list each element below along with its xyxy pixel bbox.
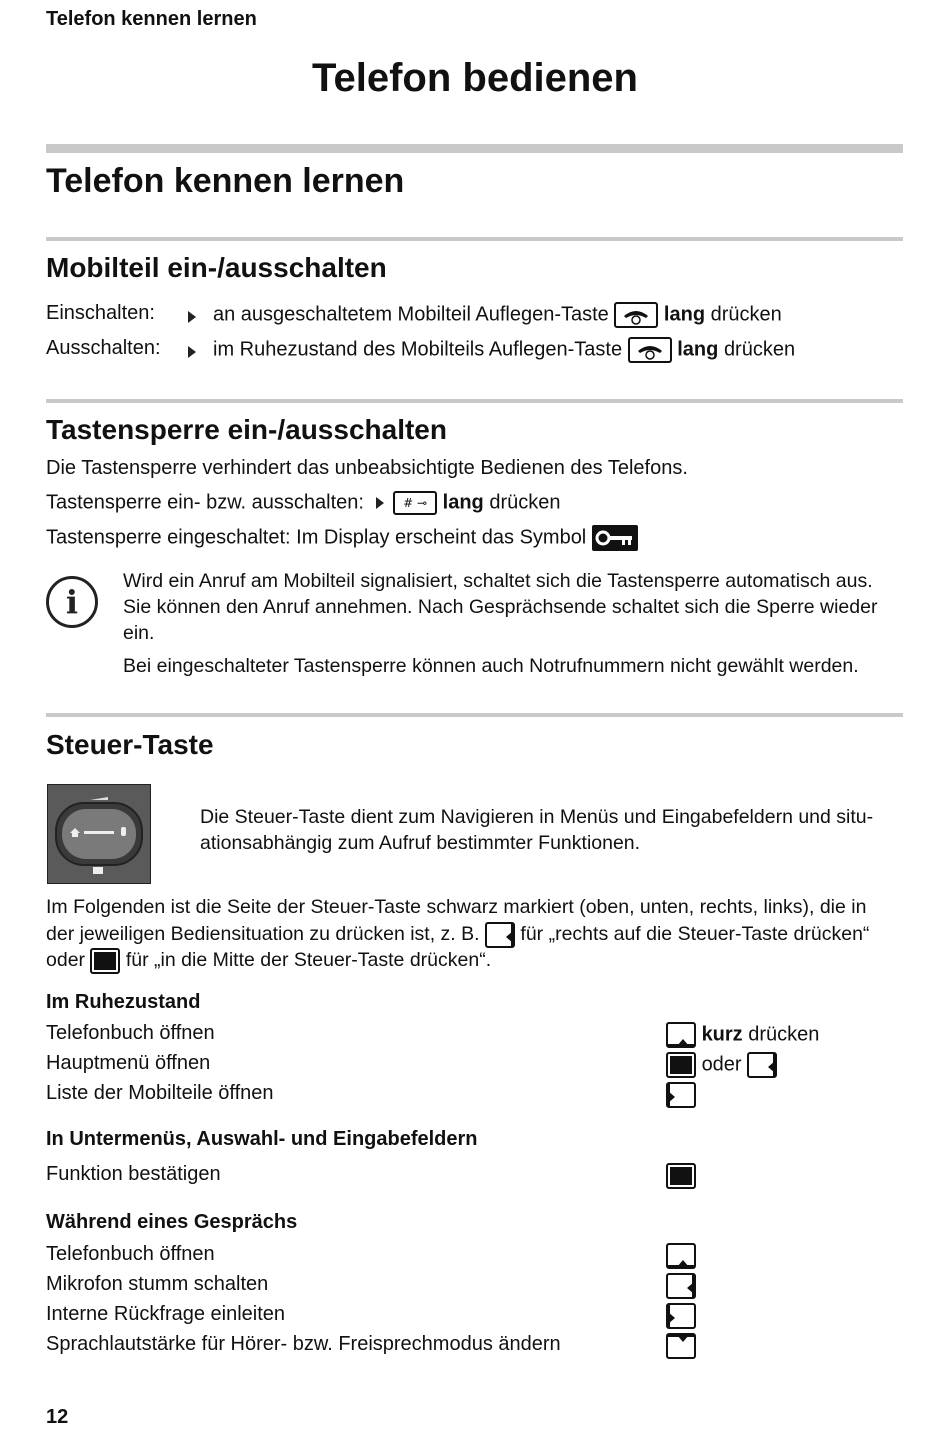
subsection-divider bbox=[46, 399, 903, 403]
idle-row-keys bbox=[666, 1082, 696, 1108]
idle-row-label: Liste der Mobilteile öffnen bbox=[46, 1082, 274, 1104]
info-line: Wird ein Anruf am Mobilteil signalisiert, schaltet sich die Tastensperre automatisch aus. bbox=[123, 570, 873, 592]
bullet-arrow-icon bbox=[376, 497, 384, 509]
key-lock-icon bbox=[592, 525, 638, 551]
call-row-label: Sprachlautstärke für Hörer- bzw. Freisprechmodus ändern bbox=[46, 1333, 561, 1355]
idle-row-keys bbox=[666, 1022, 819, 1048]
call-row-keys bbox=[666, 1303, 696, 1329]
control-desc-line: ationsabhängig zum Aufruf bestimmter Funktionen. bbox=[200, 832, 641, 854]
nav-center-icon bbox=[666, 1052, 696, 1078]
lang-text: lang bbox=[442, 491, 484, 514]
nav-up-icon bbox=[666, 1333, 696, 1359]
power-on-label: Einschalten: bbox=[46, 302, 155, 324]
nav-down-icon bbox=[666, 1243, 696, 1269]
nav-right-icon bbox=[666, 1273, 696, 1299]
end-call-key-icon bbox=[628, 337, 672, 363]
info-line: Sie können den Anruf annehmen. Nach Gesprächsende schaltet sich die Sperre wieder bbox=[123, 596, 878, 618]
page-number: 12 bbox=[46, 1406, 69, 1428]
call-title: Während eines Gesprächs bbox=[46, 1211, 298, 1233]
hash-key-icon: # ⊸ bbox=[393, 491, 437, 515]
power-on-row bbox=[213, 302, 782, 328]
call-row-label: Mikrofon stumm schalten bbox=[46, 1273, 269, 1295]
control-para-text: für „rechts auf die Steuer-Taste drücken“ bbox=[520, 923, 870, 946]
lang-text: lang bbox=[677, 338, 719, 361]
keylock-toggle-row bbox=[46, 491, 560, 515]
control-key-image bbox=[47, 784, 151, 884]
oder-text: oder bbox=[701, 1053, 742, 1076]
druecken-text: drücken bbox=[489, 491, 561, 514]
call-row-label: Interne Rückfrage einleiten bbox=[46, 1303, 286, 1325]
info-line: ein. bbox=[123, 622, 155, 644]
section-divider bbox=[46, 144, 903, 153]
nav-left-icon bbox=[666, 1303, 696, 1329]
keylock-on-row bbox=[46, 525, 638, 551]
control-para-text: für „in die Mitte der Steuer-Taste drücken“. bbox=[125, 949, 492, 972]
nav-center-icon bbox=[90, 948, 120, 974]
subsection-divider bbox=[46, 713, 903, 717]
druecken-text: drücken bbox=[723, 338, 796, 361]
keylock-toggle-text: Tastensperre ein- bzw. ausschalten: bbox=[46, 491, 364, 514]
lang-text: lang bbox=[663, 303, 706, 326]
idle-row-label: Hauptmenü öffnen bbox=[46, 1052, 211, 1074]
nav-left-icon bbox=[666, 1082, 696, 1108]
druecken-text: drücken bbox=[710, 303, 782, 326]
control-para-text: der jeweiligen Bediensituation zu drücken ist, z. B. bbox=[46, 923, 480, 946]
submenu-row-keys bbox=[666, 1163, 696, 1189]
bullet-arrow-icon bbox=[188, 343, 196, 361]
control-para-line: Im Folgenden ist die Seite der Steuer-Taste schwarz markiert (oben, unten, rechts, links), die in bbox=[46, 896, 867, 918]
power-on-text: an ausgeschaltetem Mobilteil Auflegen-Taste bbox=[213, 303, 609, 326]
power-off-row bbox=[213, 337, 795, 363]
nav-right-icon bbox=[747, 1052, 777, 1078]
nav-right-icon bbox=[485, 922, 515, 948]
idle-row-keys bbox=[666, 1052, 777, 1078]
running-header: Telefon kennen lernen bbox=[46, 8, 257, 30]
power-title: Mobilteil ein-/ausschalten bbox=[46, 252, 387, 283]
nav-center-icon bbox=[666, 1163, 696, 1189]
control-para-line bbox=[46, 948, 491, 974]
section-title: Telefon kennen lernen bbox=[46, 162, 405, 200]
control-para-text: oder bbox=[46, 949, 86, 972]
call-row-keys bbox=[666, 1333, 696, 1359]
submenu-title: In Untermenüs, Auswahl- und Eingabefeldern bbox=[46, 1128, 478, 1150]
power-off-text: im Ruhezustand des Mobilteils Auflegen-Taste bbox=[213, 338, 623, 361]
bullet-arrow-icon bbox=[188, 308, 196, 326]
idle-title: Im Ruhezustand bbox=[46, 991, 201, 1013]
kurz-text: kurz bbox=[701, 1023, 743, 1046]
power-off-label: Ausschalten: bbox=[46, 337, 161, 359]
nav-down-icon bbox=[666, 1022, 696, 1048]
keylock-desc: Die Tastensperre verhindert das unbeabsichtigte Bedienen des Telefons. bbox=[46, 457, 688, 479]
control-title: Steuer-Taste bbox=[46, 729, 214, 760]
call-row-keys bbox=[666, 1273, 696, 1299]
info-line: Bei eingeschalteter Tastensperre können auch Notrufnummern nicht gewählt werden. bbox=[123, 655, 859, 677]
keylock-on-text: Tastensperre eingeschaltet: Im Display erscheint das Symbol bbox=[46, 526, 587, 549]
call-row-label: Telefonbuch öffnen bbox=[46, 1243, 215, 1265]
idle-row-label: Telefonbuch öffnen bbox=[46, 1022, 215, 1044]
end-call-key-icon bbox=[614, 302, 658, 328]
call-row-keys bbox=[666, 1243, 696, 1269]
keylock-title: Tastensperre ein-/ausschalten bbox=[46, 414, 447, 445]
info-icon: i bbox=[46, 576, 98, 628]
chapter-title: Telefon bedienen bbox=[312, 56, 638, 100]
subsection-divider bbox=[46, 237, 903, 241]
control-para-line bbox=[46, 922, 869, 948]
control-desc-line: Die Steuer-Taste dient zum Navigieren in Menüs und Eingabefeldern und situ- bbox=[200, 806, 874, 828]
druecken-text: drücken bbox=[748, 1023, 820, 1046]
submenu-row-label: Funktion bestätigen bbox=[46, 1163, 221, 1185]
